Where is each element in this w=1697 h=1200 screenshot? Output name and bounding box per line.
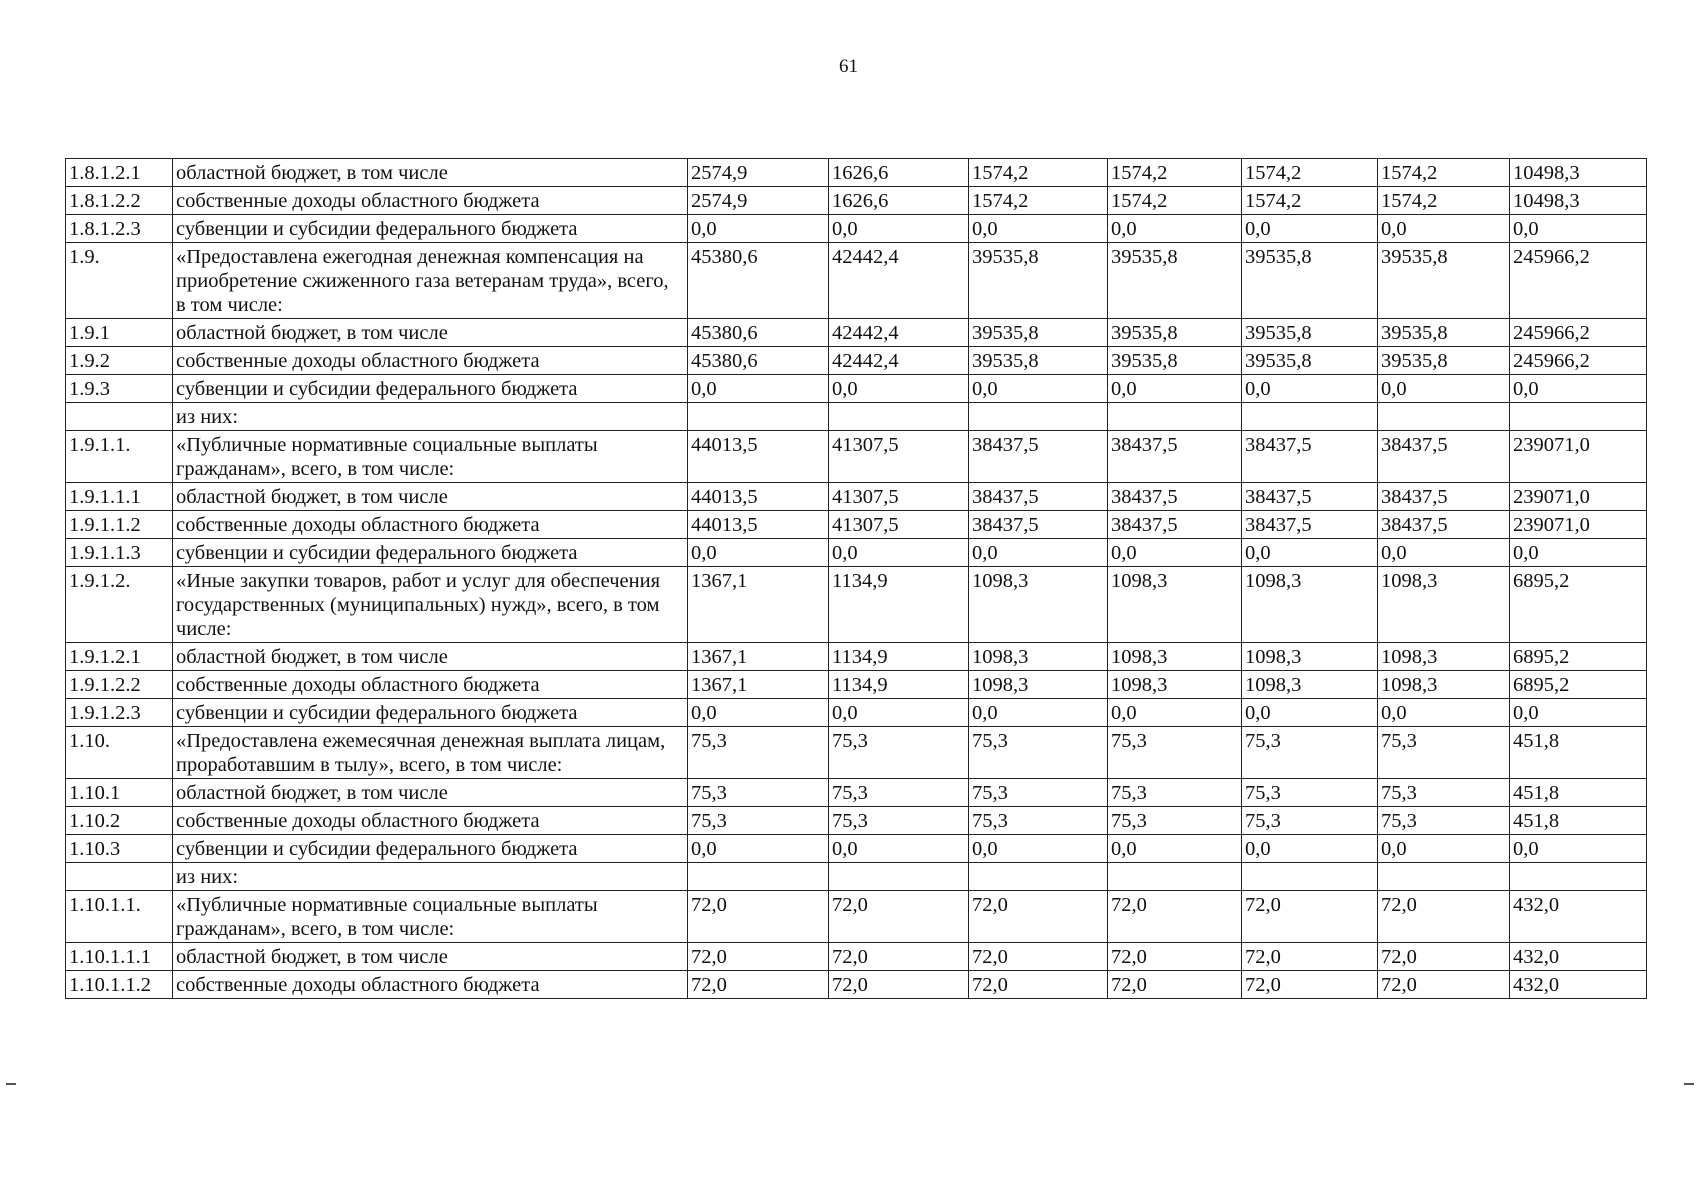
row-description: «Публичные нормативные социальные выплаты гражданам», всего, в том числе: — [173, 891, 688, 943]
row-year-value: 72,0 — [1242, 943, 1378, 971]
row-year-value: 0,0 — [1242, 375, 1378, 403]
row-year-value: 75,3 — [1242, 779, 1378, 807]
row-year-value: 44013,5 — [688, 511, 829, 539]
row-year-value: 39535,8 — [1242, 243, 1378, 319]
table-row — [66, 567, 1647, 643]
row-year-value: 41307,5 — [829, 511, 969, 539]
row-year-value: 0,0 — [1378, 215, 1510, 243]
row-year-value — [688, 403, 829, 431]
scan-edge-mark — [6, 1083, 16, 1085]
row-year-value: 0,0 — [1378, 699, 1510, 727]
row-year-value: 1574,2 — [1378, 159, 1510, 187]
row-total-value: 432,0 — [1510, 891, 1647, 943]
row-code: 1.8.1.2.1 — [66, 159, 173, 187]
row-year-value: 1098,3 — [1108, 643, 1242, 671]
row-year-value: 1574,2 — [1378, 187, 1510, 215]
row-description: областной бюджет, в том числе — [173, 943, 688, 971]
row-year-value: 38437,5 — [1378, 483, 1510, 511]
row-total-value: 6895,2 — [1510, 567, 1647, 643]
row-total-value: 451,8 — [1510, 807, 1647, 835]
row-year-value: 75,3 — [1242, 727, 1378, 779]
row-year-value: 42442,4 — [829, 347, 969, 375]
row-year-value: 38437,5 — [1108, 431, 1242, 483]
row-description: «Предоставлена ежегодная денежная компенсация на приобретение сжиженного газа ветеранам труда», всего, в том числе: — [173, 243, 688, 319]
row-year-value: 1098,3 — [1378, 671, 1510, 699]
row-year-value: 38437,5 — [1108, 483, 1242, 511]
row-year-value: 41307,5 — [829, 431, 969, 483]
row-year-value: 38437,5 — [969, 431, 1108, 483]
row-total-value: 6895,2 — [1510, 643, 1647, 671]
row-year-value: 75,3 — [1378, 727, 1510, 779]
row-description: собственные доходы областного бюджета — [173, 511, 688, 539]
row-year-value: 72,0 — [1108, 891, 1242, 943]
row-year-value: 0,0 — [1242, 699, 1378, 727]
row-year-value: 2574,9 — [688, 187, 829, 215]
row-year-value: 39535,8 — [1108, 243, 1242, 319]
row-total-value: 0,0 — [1510, 215, 1647, 243]
row-code: 1.10.1.1.2 — [66, 971, 173, 999]
row-year-value — [829, 863, 969, 891]
row-year-value: 1574,2 — [969, 187, 1108, 215]
row-year-value: 0,0 — [688, 835, 829, 863]
row-year-value: 1098,3 — [1108, 567, 1242, 643]
row-year-value: 38437,5 — [969, 511, 1108, 539]
table-row — [66, 643, 1647, 671]
row-year-value: 75,3 — [829, 807, 969, 835]
row-year-value — [829, 403, 969, 431]
row-year-value: 75,3 — [1108, 807, 1242, 835]
row-description: областной бюджет, в том числе — [173, 319, 688, 347]
row-code: 1.9.1.2. — [66, 567, 173, 643]
row-description: субвенции и субсидии федерального бюджета — [173, 215, 688, 243]
row-year-value: 39535,8 — [1242, 347, 1378, 375]
row-year-value: 38437,5 — [1378, 511, 1510, 539]
row-year-value: 44013,5 — [688, 431, 829, 483]
row-code: 1.9.3 — [66, 375, 173, 403]
table-row — [66, 511, 1647, 539]
row-total-value: 239071,0 — [1510, 431, 1647, 483]
row-description: областной бюджет, в том числе — [173, 483, 688, 511]
row-year-value: 1626,6 — [829, 187, 969, 215]
row-year-value: 0,0 — [688, 699, 829, 727]
row-year-value: 72,0 — [1378, 971, 1510, 999]
row-total-value: 10498,3 — [1510, 159, 1647, 187]
row-year-value — [1242, 863, 1378, 891]
row-year-value: 75,3 — [829, 727, 969, 779]
row-total-value: 6895,2 — [1510, 671, 1647, 699]
row-code — [66, 863, 173, 891]
row-year-value: 39535,8 — [1378, 243, 1510, 319]
table-row — [66, 403, 1647, 431]
row-code: 1.10.3 — [66, 835, 173, 863]
row-total-value: 432,0 — [1510, 943, 1647, 971]
row-total-value: 245966,2 — [1510, 319, 1647, 347]
row-code: 1.9.1.1.3 — [66, 539, 173, 567]
table-row — [66, 539, 1647, 567]
table-row — [66, 159, 1647, 187]
row-total-value: 10498,3 — [1510, 187, 1647, 215]
row-year-value: 75,3 — [829, 779, 969, 807]
row-year-value: 45380,6 — [688, 319, 829, 347]
row-description: субвенции и субсидии федерального бюджета — [173, 699, 688, 727]
row-year-value: 1367,1 — [688, 567, 829, 643]
row-year-value: 0,0 — [1108, 699, 1242, 727]
row-year-value: 0,0 — [688, 539, 829, 567]
row-year-value: 1574,2 — [1108, 159, 1242, 187]
row-year-value — [1242, 403, 1378, 431]
row-year-value — [969, 863, 1108, 891]
row-year-value: 44013,5 — [688, 483, 829, 511]
table-row — [66, 835, 1647, 863]
row-total-value — [1510, 863, 1647, 891]
row-year-value: 1574,2 — [1242, 187, 1378, 215]
table-row — [66, 699, 1647, 727]
row-total-value: 432,0 — [1510, 971, 1647, 999]
row-total-value: 451,8 — [1510, 727, 1647, 779]
row-year-value: 1574,2 — [1242, 159, 1378, 187]
table-row — [66, 971, 1647, 999]
row-year-value: 0,0 — [1108, 375, 1242, 403]
row-total-value: 239071,0 — [1510, 483, 1647, 511]
row-year-value: 75,3 — [969, 727, 1108, 779]
row-year-value: 0,0 — [1242, 215, 1378, 243]
row-year-value: 39535,8 — [1378, 347, 1510, 375]
row-code: 1.8.1.2.2 — [66, 187, 173, 215]
row-code: 1.9.1.1.2 — [66, 511, 173, 539]
row-year-value: 0,0 — [688, 215, 829, 243]
table-row — [66, 431, 1647, 483]
row-description: собственные доходы областного бюджета — [173, 807, 688, 835]
row-code: 1.9.1.2.1 — [66, 643, 173, 671]
row-total-value: 0,0 — [1510, 699, 1647, 727]
row-description: субвенции и субсидии федерального бюджета — [173, 539, 688, 567]
row-description: из них: — [173, 403, 688, 431]
table-row — [66, 319, 1647, 347]
row-year-value: 39535,8 — [969, 347, 1108, 375]
row-year-value: 0,0 — [1378, 835, 1510, 863]
row-year-value: 39535,8 — [1242, 319, 1378, 347]
row-total-value — [1510, 403, 1647, 431]
row-year-value: 38437,5 — [1242, 511, 1378, 539]
row-year-value: 0,0 — [1108, 835, 1242, 863]
row-year-value: 75,3 — [1378, 779, 1510, 807]
row-year-value: 1367,1 — [688, 643, 829, 671]
row-year-value — [1108, 403, 1242, 431]
budget-table — [65, 158, 1647, 999]
table-row — [66, 891, 1647, 943]
row-total-value: 0,0 — [1510, 375, 1647, 403]
row-year-value: 75,3 — [1378, 807, 1510, 835]
table-row — [66, 215, 1647, 243]
row-year-value: 1098,3 — [1108, 671, 1242, 699]
row-code: 1.10.1 — [66, 779, 173, 807]
row-code: 1.9.1.1. — [66, 431, 173, 483]
row-year-value: 45380,6 — [688, 347, 829, 375]
row-year-value: 0,0 — [688, 375, 829, 403]
row-year-value: 0,0 — [969, 215, 1108, 243]
row-year-value: 0,0 — [829, 375, 969, 403]
row-year-value: 2574,9 — [688, 159, 829, 187]
row-year-value: 39535,8 — [1108, 319, 1242, 347]
row-total-value: 245966,2 — [1510, 243, 1647, 319]
row-year-value: 39535,8 — [969, 243, 1108, 319]
row-code: 1.9.2 — [66, 347, 173, 375]
row-year-value: 75,3 — [1108, 727, 1242, 779]
row-code: 1.10. — [66, 727, 173, 779]
row-description: из них: — [173, 863, 688, 891]
row-code: 1.9.1 — [66, 319, 173, 347]
row-year-value: 72,0 — [1378, 891, 1510, 943]
row-year-value: 0,0 — [969, 375, 1108, 403]
row-year-value: 75,3 — [969, 779, 1108, 807]
row-description: «Публичные нормативные социальные выплаты гражданам», всего, в том числе: — [173, 431, 688, 483]
row-description: собственные доходы областного бюджета — [173, 671, 688, 699]
table-row — [66, 671, 1647, 699]
page-number: 61 — [839, 56, 858, 77]
row-year-value: 72,0 — [1378, 943, 1510, 971]
row-year-value: 38437,5 — [969, 483, 1108, 511]
row-year-value: 1098,3 — [969, 567, 1108, 643]
row-year-value: 39535,8 — [1378, 319, 1510, 347]
row-code: 1.10.1.1.1 — [66, 943, 173, 971]
row-year-value: 41307,5 — [829, 483, 969, 511]
row-year-value: 72,0 — [1242, 971, 1378, 999]
row-year-value: 45380,6 — [688, 243, 829, 319]
row-year-value: 75,3 — [969, 807, 1108, 835]
row-year-value — [1378, 863, 1510, 891]
table-row — [66, 243, 1647, 319]
row-year-value: 38437,5 — [1242, 431, 1378, 483]
row-year-value: 72,0 — [688, 971, 829, 999]
row-code — [66, 403, 173, 431]
row-year-value: 0,0 — [1378, 539, 1510, 567]
table-row — [66, 807, 1647, 835]
row-year-value: 1134,9 — [829, 643, 969, 671]
table-row — [66, 727, 1647, 779]
row-year-value — [969, 403, 1108, 431]
row-year-value: 39535,8 — [1108, 347, 1242, 375]
row-year-value: 1367,1 — [688, 671, 829, 699]
row-year-value: 0,0 — [1242, 539, 1378, 567]
row-year-value: 38437,5 — [1242, 483, 1378, 511]
row-description: собственные доходы областного бюджета — [173, 187, 688, 215]
row-year-value: 72,0 — [829, 971, 969, 999]
row-year-value: 72,0 — [969, 971, 1108, 999]
row-total-value: 239071,0 — [1510, 511, 1647, 539]
row-year-value — [688, 863, 829, 891]
table-row — [66, 943, 1647, 971]
row-year-value: 1626,6 — [829, 159, 969, 187]
row-year-value: 1134,9 — [829, 671, 969, 699]
row-year-value: 72,0 — [688, 943, 829, 971]
row-description: областной бюджет, в том числе — [173, 779, 688, 807]
row-description: «Предоставлена ежемесячная денежная выплата лицам, проработавшим в тылу», всего, в том числе: — [173, 727, 688, 779]
row-year-value: 0,0 — [829, 699, 969, 727]
row-year-value: 0,0 — [969, 539, 1108, 567]
row-year-value: 72,0 — [1108, 971, 1242, 999]
row-total-value: 451,8 — [1510, 779, 1647, 807]
row-year-value: 1098,3 — [1378, 643, 1510, 671]
row-code: 1.10.1.1. — [66, 891, 173, 943]
row-year-value: 72,0 — [969, 891, 1108, 943]
row-year-value: 0,0 — [969, 699, 1108, 727]
row-year-value: 72,0 — [829, 943, 969, 971]
row-year-value: 1098,3 — [969, 671, 1108, 699]
row-year-value: 38437,5 — [1108, 511, 1242, 539]
row-year-value: 75,3 — [688, 807, 829, 835]
row-year-value: 75,3 — [688, 779, 829, 807]
row-total-value: 0,0 — [1510, 835, 1647, 863]
row-year-value: 42442,4 — [829, 243, 969, 319]
row-year-value: 39535,8 — [969, 319, 1108, 347]
row-code: 1.8.1.2.3 — [66, 215, 173, 243]
scan-edge-mark — [1684, 1083, 1694, 1085]
row-year-value: 72,0 — [969, 943, 1108, 971]
row-code: 1.10.2 — [66, 807, 173, 835]
row-description: субвенции и субсидии федерального бюджета — [173, 835, 688, 863]
row-year-value — [1378, 403, 1510, 431]
row-year-value: 0,0 — [829, 215, 969, 243]
row-year-value: 0,0 — [969, 835, 1108, 863]
table-row — [66, 863, 1647, 891]
row-year-value: 1098,3 — [1378, 567, 1510, 643]
row-year-value: 75,3 — [688, 727, 829, 779]
row-year-value: 75,3 — [1242, 807, 1378, 835]
row-year-value: 0,0 — [1378, 375, 1510, 403]
row-code: 1.9.1.1.1 — [66, 483, 173, 511]
row-year-value: 0,0 — [829, 835, 969, 863]
row-year-value: 72,0 — [1108, 943, 1242, 971]
row-year-value: 72,0 — [688, 891, 829, 943]
row-year-value: 42442,4 — [829, 319, 969, 347]
table-row — [66, 187, 1647, 215]
row-year-value: 1134,9 — [829, 567, 969, 643]
row-description: собственные доходы областного бюджета — [173, 971, 688, 999]
row-year-value: 0,0 — [829, 539, 969, 567]
row-year-value: 75,3 — [1108, 779, 1242, 807]
row-code: 1.9.1.2.3 — [66, 699, 173, 727]
row-total-value: 0,0 — [1510, 539, 1647, 567]
row-description: собственные доходы областного бюджета — [173, 347, 688, 375]
row-description: областной бюджет, в том числе — [173, 643, 688, 671]
row-year-value: 0,0 — [1242, 835, 1378, 863]
row-year-value: 0,0 — [1108, 539, 1242, 567]
row-year-value: 1098,3 — [1242, 567, 1378, 643]
row-total-value: 245966,2 — [1510, 347, 1647, 375]
row-year-value: 1098,3 — [969, 643, 1108, 671]
row-year-value: 72,0 — [829, 891, 969, 943]
row-year-value: 38437,5 — [1378, 431, 1510, 483]
row-description: «Иные закупки товаров, работ и услуг для обеспечения государственных (муниципальных) нужд», всего, в том числе: — [173, 567, 688, 643]
table-row — [66, 375, 1647, 403]
row-description: областной бюджет, в том числе — [173, 159, 688, 187]
row-year-value: 0,0 — [1108, 215, 1242, 243]
row-year-value: 72,0 — [1242, 891, 1378, 943]
row-year-value — [1108, 863, 1242, 891]
table-row — [66, 779, 1647, 807]
row-year-value: 1574,2 — [1108, 187, 1242, 215]
row-description: субвенции и субсидии федерального бюджета — [173, 375, 688, 403]
row-code: 1.9.1.2.2 — [66, 671, 173, 699]
row-year-value: 1098,3 — [1242, 671, 1378, 699]
row-year-value: 1098,3 — [1242, 643, 1378, 671]
row-year-value: 1574,2 — [969, 159, 1108, 187]
table-row — [66, 347, 1647, 375]
table-row — [66, 483, 1647, 511]
row-code: 1.9. — [66, 243, 173, 319]
